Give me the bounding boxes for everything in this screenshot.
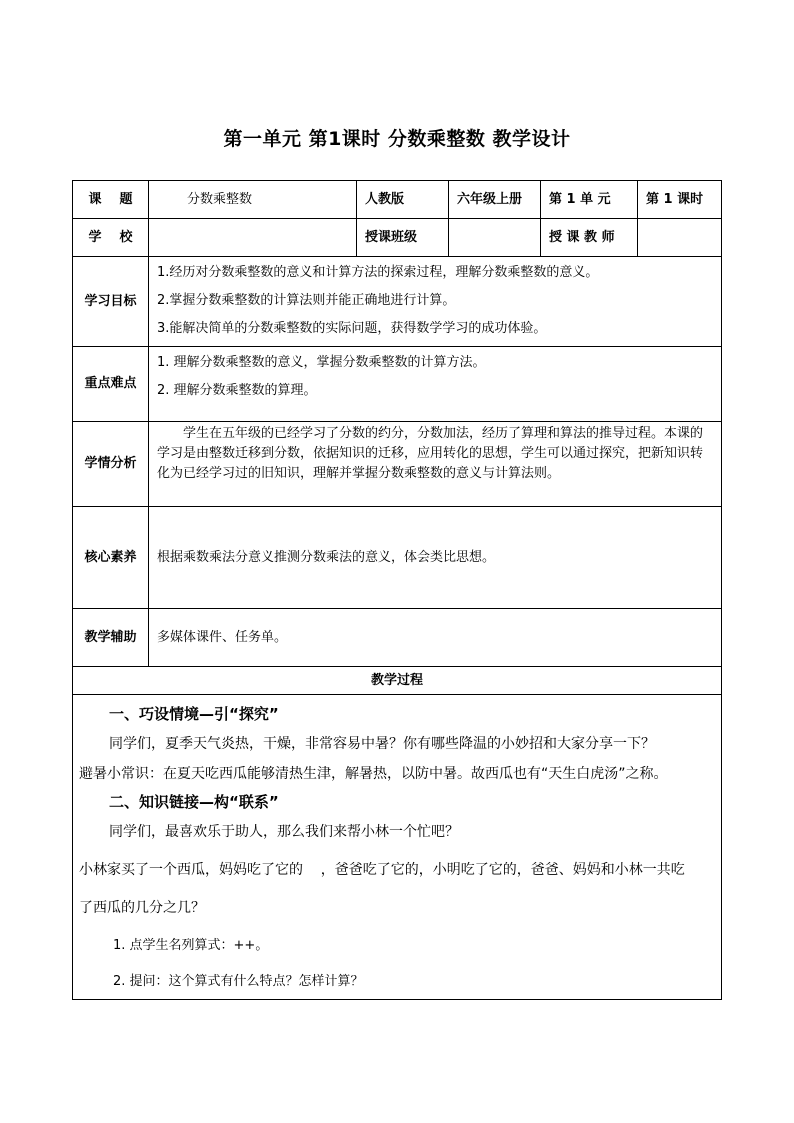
process-heading-row: [73, 667, 722, 695]
teacher-label: 授 课 教 师: [541, 219, 638, 257]
analysis-label: 学情分析: [73, 422, 149, 507]
class-label: 授课班级: [357, 219, 449, 257]
section-2-title: 二、知识链接—构“联系”: [109, 793, 279, 811]
aids-label: 教学辅助: [73, 609, 149, 667]
key-label: 重点难点: [73, 347, 149, 422]
aids-content: 多媒体课件、任务单。: [149, 609, 722, 667]
section-1-title: 一、巧设情境—引“探究”: [109, 705, 279, 723]
lesson-plan-table: [72, 180, 722, 1000]
unit-value: 第 1 单 元: [541, 181, 638, 219]
class-value: [449, 219, 541, 257]
goal-item: 1.经历对分数乘整数的意义和计算方法的探索过程，理解分数乘整数的意义。: [157, 265, 599, 280]
info-row-2: [73, 219, 722, 257]
info-row-1: [73, 181, 722, 219]
analysis-row: [73, 422, 722, 507]
school-label: 学 校: [73, 219, 149, 257]
lesson-value: 第 1 课时: [638, 181, 722, 219]
key-item: 1. 理解分数乘整数的意义，掌握分数乘整数的计算方法。: [157, 355, 486, 370]
process-heading: 教学过程: [73, 667, 722, 695]
aids-row: [73, 609, 722, 667]
topic-value: 分数乘整数: [149, 181, 357, 219]
goals-label: 学习目标: [73, 257, 149, 347]
literacy-content: 根据乘数乘法分意义推测分数乘法的意义，体会类比思想。: [149, 507, 722, 609]
grade-value: 六年级上册: [449, 181, 541, 219]
section-2-paragraph-2-cont: 了西瓜的几分之几？: [79, 900, 205, 916]
key-content: [149, 347, 722, 422]
teacher-value: [638, 219, 722, 257]
section-2-paragraph-2: 小林家买了一个西瓜，妈妈吃了它的 ，爸爸吃了它的，小明吃了它的，爸爸、妈妈和小林一共吃: [79, 862, 685, 878]
topic-label: 课 题: [73, 181, 149, 219]
goal-item: 2.掌握分数乘整数的计算法则并能正确地进行计算。: [157, 293, 456, 308]
literacy-label: 核心素养: [73, 507, 149, 609]
analysis-text: 学生在五年级的已经学习了分数的约分，分数加法，经历了算理和算法的推导过程。本课的学习是由整数迁移到分数，依据知识的迁移，应用转化的思想，学生可以通过探究，把新知识转化为已经学习过的旧知识，理解并掌握分数乘整数的意义与计算法则。: [157, 426, 704, 481]
edition-value: 人教版: [357, 181, 449, 219]
section-2-list-item-1: 1. 点学生名列算式：++。: [113, 938, 269, 953]
page-title: 第一单元 第1课时 分数乘整数 教学设计: [223, 128, 571, 150]
goals-content: [149, 257, 722, 347]
key-item: 2. 理解分数乘整数的算理。: [157, 383, 317, 398]
section-1-paragraph-1: 同学们，夏季天气炎热，干燥，非常容易中暑？你有哪些降温的小妙招和大家分享一下？: [109, 736, 655, 752]
goal-item: 3.能解决简单的分数乘整数的实际问题，获得数学学习的成功体验。: [157, 321, 547, 336]
analysis-content: [149, 422, 722, 507]
section-2-paragraph-1: 同学们，最喜欢乐于助人，那么我们来帮小林一个忙吧？: [109, 824, 459, 840]
process-body: [73, 695, 722, 1000]
section-2-list-item-2: 2. 提问：这个算式有什么特点？怎样计算？: [113, 974, 364, 989]
school-value: [149, 219, 357, 257]
key-row: [73, 347, 722, 422]
goals-row: [73, 257, 722, 347]
literacy-row: [73, 507, 722, 609]
section-1-paragraph-2: 避暑小常识：在夏天吃西瓜能够清热生津，解暑热，以防中暑。故西瓜也有“天生白虎汤”之称。: [79, 766, 668, 782]
process-body-row: [73, 695, 722, 1000]
